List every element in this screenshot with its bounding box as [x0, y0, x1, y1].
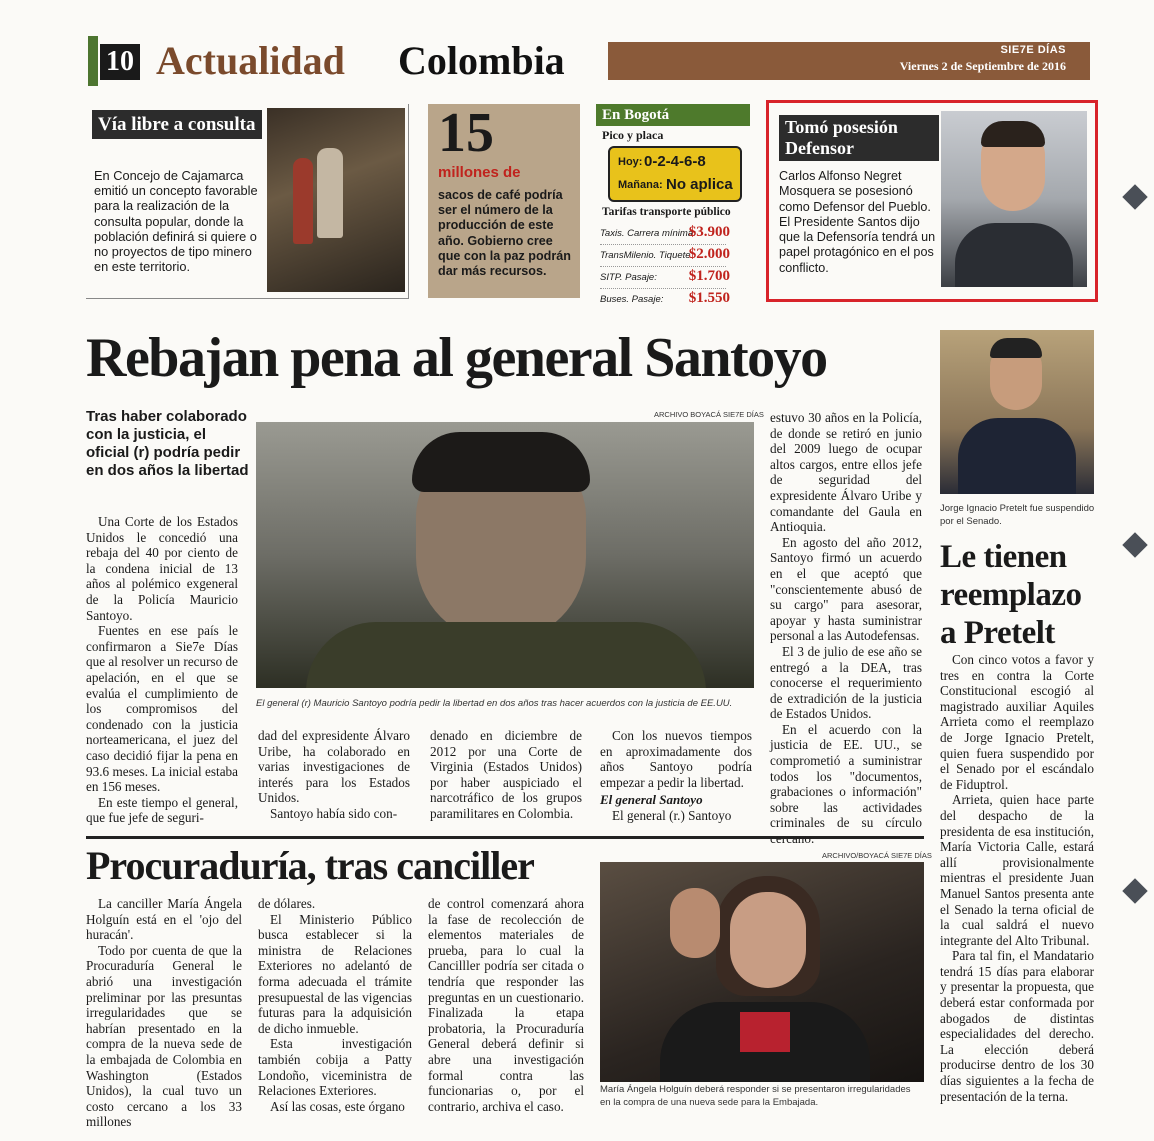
paragraph: El Ministerio Público busca establecer si la ministra de Relaciones Exteriores no adelantó de forma adecuada el trámite presupuestal de las vigencias futuras para la adquisición de dicho inmueble.: [258, 911, 412, 1036]
fare-row: [600, 224, 730, 245]
brief-text: Carlos Alfonso Negret Mosquera se posesionó como Defensor del Pueblo. El Presidente Santos dijo que la Defensoría tendrá un papel protagónico en el pos conflicto.: [779, 169, 936, 275]
paragraph: Santoyo había sido con-: [270, 805, 398, 821]
margin-diamond-marker: [1122, 184, 1147, 209]
paragraph: Fuentes en ese país le confirmaron a Sie7e Días que al resolver un recurso de apelación, en el que se evalúa el cumplimiento de los compromisos del condenado con la justicia norteamericana, el juez del caso decidió fijar la pena en 93.6 meses. La inicial estaba en 156 meses.: [86, 623, 238, 795]
main-col-4: [600, 728, 752, 824]
paragraph: dad del expresidente Álvaro Uribe, ha colaborado en varias investigaciones de interés para los Estados Unidos.: [258, 728, 410, 806]
pico-placa-title: Pico y placa: [602, 128, 664, 142]
brief-cafe: [428, 104, 580, 298]
photo-caption: El general (r) Mauricio Santoyo podría pedir la libertad en dos años tras hacer acuerdos con la justicia de EE.UU.: [256, 698, 733, 709]
paragraph: En agosto del año 2012, Santoyo firmó un acuerdo en el que aceptó que "conscientemente abusó de su cargo" para asesorar, apoyar y hasta suministrar personal a las Autodefensas.: [770, 534, 922, 644]
fare-label: Buses. Pasaje:: [600, 294, 664, 305]
main-col-3: [430, 728, 582, 822]
paragraph: Así las cosas, este órgano: [270, 1098, 405, 1114]
fare-row: [600, 290, 730, 310]
brief-bogota: [596, 104, 750, 306]
proc-col-2: [258, 896, 412, 1114]
proc-col-3: [428, 896, 584, 1114]
paragraph: de dólares.: [258, 896, 316, 911]
shirt-shape: [740, 1012, 790, 1052]
hand-shape: [670, 888, 720, 958]
defensor-photo: [941, 111, 1087, 287]
fare-value: $1.700: [688, 268, 730, 284]
paragraph: El general (r.) Santoyo: [612, 807, 732, 823]
paragraph: denado en diciembre de 2012 por una Corte de Virginia (Estados Unidos) por haber auspiciado el narcotráfico de los grupos paramilitares en Colombia.: [430, 728, 582, 821]
header-bar: [88, 36, 1093, 86]
paragraph: La canciller María Ángela Holguín está en el 'ojo del huracán'.: [86, 896, 242, 943]
paragraph: Todo por cuenta de que la Procuraduría General le abrió una investigación preliminar por las presuntas irregularidades que se habrían presentado en la compra de la nueva sede de la embajada de Colombia en Washington (Estados Unidos), la cual tuvo un costo cercano a los 33 millones: [86, 942, 242, 1130]
pretelt-headline: Le tienen reemplazo a Pretelt: [940, 539, 1082, 651]
photo-caption: Jorge Ignacio Pretelt fue suspendido por el Senado.: [940, 503, 1095, 527]
suit-shape: [958, 418, 1076, 494]
license-plate: [608, 146, 742, 202]
paragraph: En este tiempo el general, que fue jefe de seguri-: [86, 794, 238, 826]
mine-photo: [267, 108, 405, 292]
worker-figure: [293, 158, 313, 244]
paragraph: El 3 de julio de ese año se entregó a la DEA, tras conocerse el requerimiento de extradición de la justicia de Estados Unidos.: [770, 643, 922, 722]
paragraph: Arrieta, quien hace parte del despacho de la presidenta de esa institución, María Victoria Calle, estará allí provisionalmente mientras el presidente Juan Manuel Santos presenta ante el Senado la terna oficial de la cual saldrá el nuevo integrante del Alto Tribunal.: [940, 792, 1094, 948]
fare-label: Taxis. Carrera mínima:: [600, 228, 696, 239]
brief-number-label: millones de: [438, 164, 521, 181]
hoy-value: 0-2-4-6-8: [644, 153, 706, 170]
fare-label: SITP. Pasaje:: [600, 272, 657, 283]
paragraph: Con los nuevos tiempos en aproximadamente dos años Santoyo podría empezar a pedir la libertad.: [600, 728, 752, 790]
paragraph: estuvo 30 años en la Policía, de donde se retiró en junio del 2009 luego de ocupar altos cargos, entre ellos jefe de seguridad del expresidente Álvaro Uribe y comandante del Gaula en Antioquia.: [770, 410, 922, 535]
worker-figure: [317, 148, 343, 238]
pretelt-photo: [940, 330, 1094, 494]
brief-text: sacos de café podría ser el número de la producción de este año. Gobierno cree que con la paz podrán dar más recursos.: [438, 188, 571, 279]
section-divider: [86, 836, 924, 839]
bogota-title: En Bogotá: [596, 104, 750, 126]
section-title-colombia: Colombia: [398, 38, 565, 83]
fare-row: [600, 246, 730, 267]
uniform-shape: [306, 622, 706, 688]
face-shape: [730, 892, 806, 988]
proc-col-1: [86, 896, 242, 1130]
margin-diamond-marker: [1122, 532, 1147, 557]
section-title-actualidad: Actualidad: [156, 38, 345, 83]
holguin-photo: [600, 862, 924, 1082]
page-number: 10: [100, 44, 140, 80]
hoy-label: Hoy:: [618, 156, 643, 168]
pretelt-body: [940, 652, 1094, 1104]
main-headline: Rebajan pena al general Santoyo: [86, 327, 827, 389]
body-shape: [955, 223, 1073, 287]
santoyo-photo: [256, 422, 754, 688]
brief-text: En Concejo de Cajamarca emitió un concepto favorable para la realización de la consulta popular, donde la población definirá si quiere o no proyectos de tipo minero en este territorio.: [94, 168, 258, 275]
brief-number: 15: [438, 102, 494, 164]
subhead: El general Santoyo: [600, 792, 703, 808]
main-deck: Tras haber colaborado con la justicia, el oficial (r) podría pedir en dos años la libertad: [86, 408, 249, 479]
main-col-2: [258, 728, 410, 822]
issue-date: Viernes 2 de Septiembre de 2016: [899, 59, 1066, 73]
photo-caption: María Ángela Holguín deberá responder si se presentaron irregularidades en la compra de una nueva sede para la Embajada.: [600, 1084, 911, 1108]
brief-title: Tomó posesión Defensor: [779, 115, 939, 161]
brief-title: Vía libre a consulta: [92, 110, 262, 139]
fare-value: $3.900: [688, 224, 730, 240]
fare-value: $2.000: [688, 246, 730, 262]
fare-value: $1.550: [688, 290, 730, 306]
header-left-stripe: [88, 36, 98, 86]
hair-shape: [412, 432, 590, 492]
paragraph: de control comenzará ahora la fase de recolección de elementos materiales de prueba, para lo cual la Cancilller podría ser citada o tendría que responder las preguntas en un cuestionario. Finalizada la etapa probatoria, la Procuraduría General deberá definir si abre una investigación formal contra las funcionarias o, por el contrario, archiva el caso.: [428, 896, 584, 1114]
fare-label: TransMilenio. Tiquete:: [600, 250, 694, 261]
paragraph: Una Corte de los Estados Unidos le concedió una rebaja del 40 por ciento de la condena inicial de 13 años al polémico exgeneral de la Policía Mauricio Santoyo.: [86, 514, 238, 623]
photo-credit: ARCHIVO BOYACÁ SIE7E DÍAS: [654, 410, 764, 419]
brand-name: SIE7E DÍAS: [1000, 44, 1066, 56]
fare-row: [600, 268, 730, 289]
brief-via-libre: [86, 104, 409, 299]
main-col-5: [770, 410, 922, 847]
procuraduria-headline: Procuraduría, tras canciller: [86, 843, 534, 888]
brief-defensor: [766, 100, 1098, 302]
paragraph: Para tal fin, el Mandatario tendrá 15 días para elaborar y presentar la propuesta, que deberá estar conformada por abogados de distintas especialidades del derecho. La elección deberá producirse dentro de los 30 días siguientes a la fecha de presentación de la terna.: [940, 948, 1094, 1104]
margin-diamond-marker: [1122, 878, 1147, 903]
hair-shape: [990, 338, 1042, 358]
hair-shape: [981, 121, 1045, 147]
manana-value: No aplica: [666, 176, 733, 193]
paragraph: Con cinco votos a favor y tres en contra la Corte Constitucional escogió al magistrado auxiliar Aquiles Arrieta como el reemplazo de Jorge Ignacio Pretelt, quien fuera suspendido por el Senado por el escándalo de Fiduptrol.: [940, 652, 1094, 792]
photo-credit: ARCHIVO/BOYACÁ SIE7E DÍAS: [822, 851, 932, 860]
paragraph: En el acuerdo con la justicia de EE. UU., se comprometió a suministrar todos los "documentos, grabaciones o información" sobre las actividades criminales de su círculo: [770, 721, 922, 831]
header-texture-band: [608, 42, 1090, 80]
tarifas-title: Tarifas transporte público: [602, 206, 731, 218]
main-col-1: [86, 514, 238, 826]
paragraph: Esta investigación también cobija a Patty Londoño, viceministra de Relaciones Exteriores.: [258, 1036, 412, 1099]
manana-label: Mañana:: [618, 179, 663, 191]
